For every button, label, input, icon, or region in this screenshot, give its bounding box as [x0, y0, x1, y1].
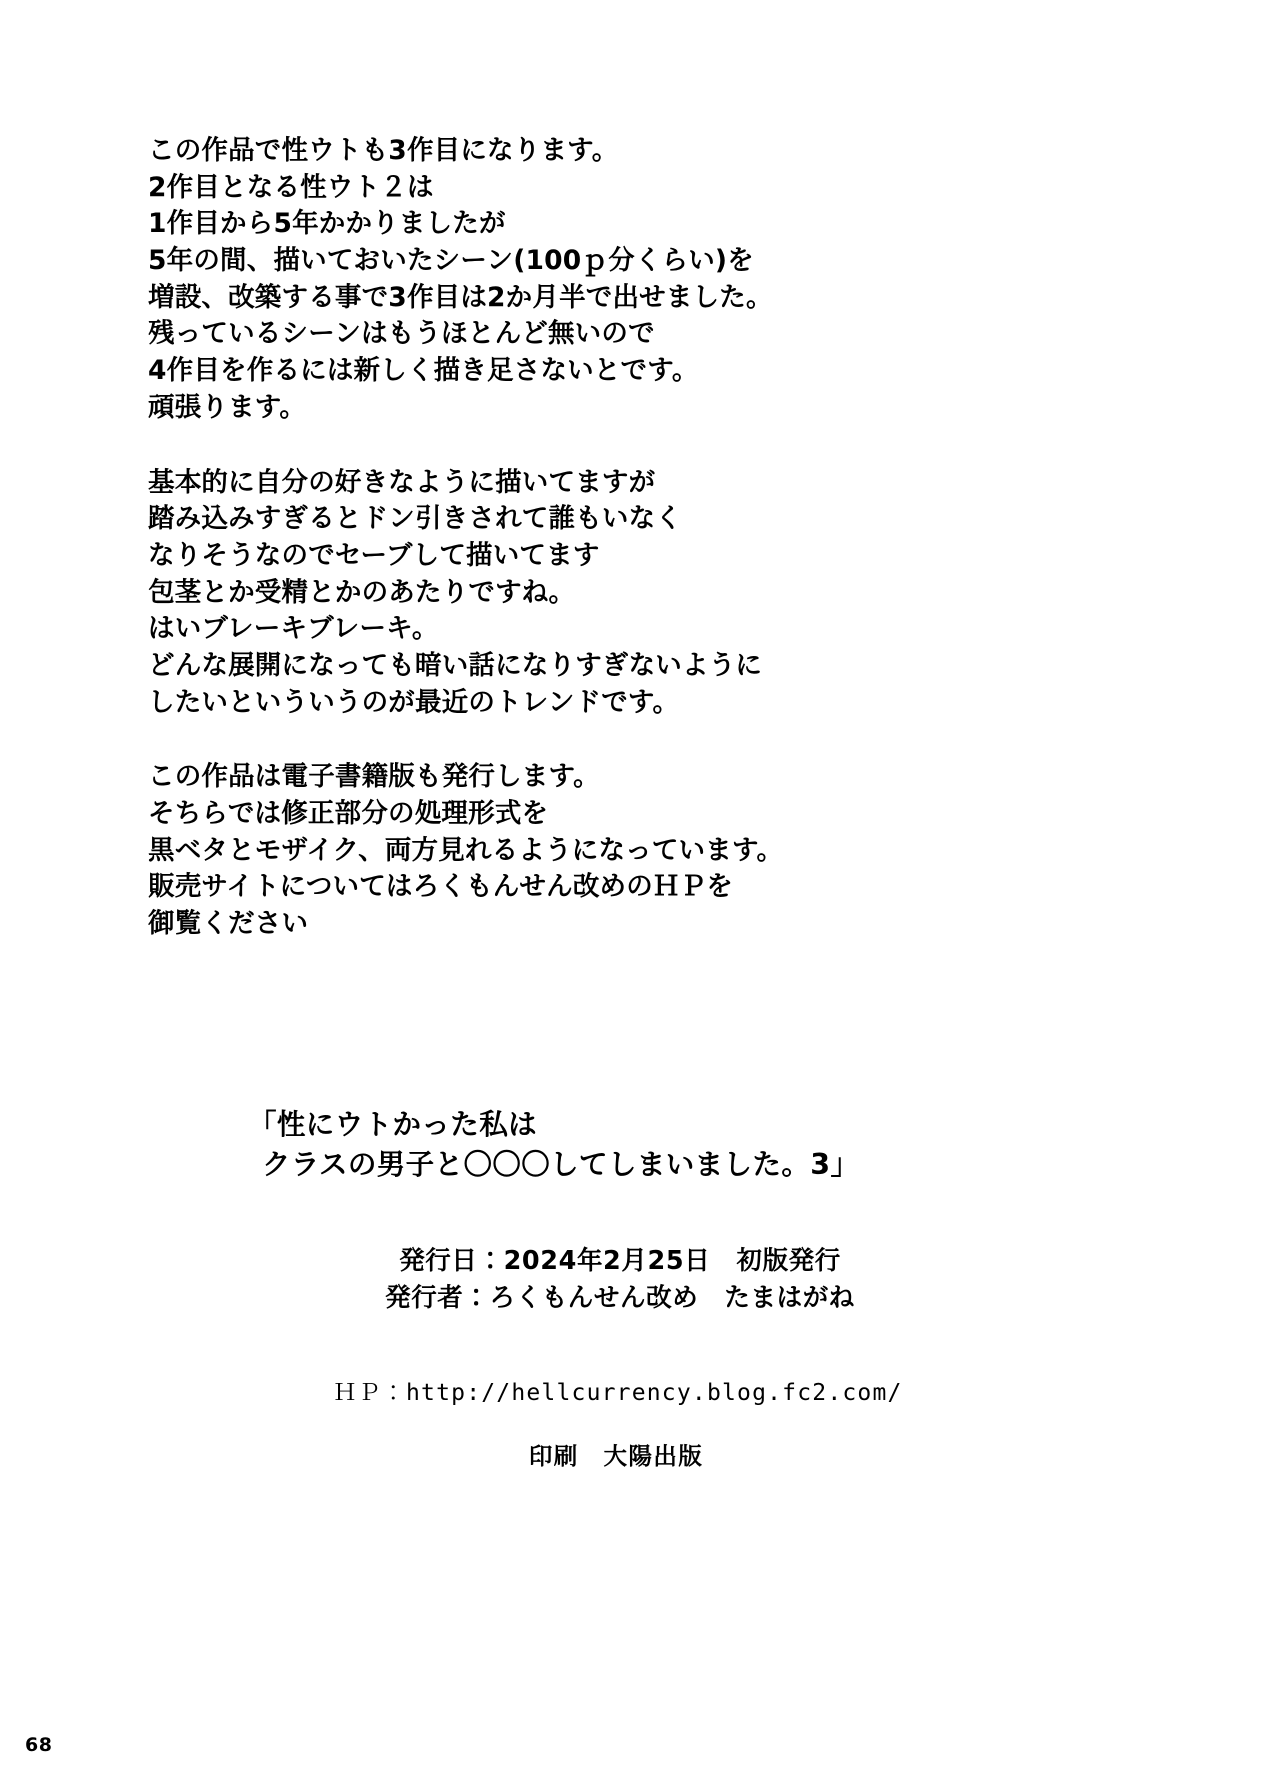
publication-info — [0, 1243, 1280, 1316]
work-title-line-1: 「性にウトかった私は — [248, 1108, 538, 1141]
afterword-line: 販売サイトについてはろくもんせん改めのＨＰを — [148, 871, 734, 903]
afterword-line: 4作目を作るには新しく描き足さないとです。 — [148, 355, 699, 387]
afterword-line: 残っているシーンはもうほとんど無いので — [148, 318, 655, 350]
page-number: 68 — [25, 1734, 53, 1756]
afterword-line: この作品は電子書籍版も発行します。 — [148, 761, 600, 793]
work-title — [248, 1105, 1068, 1185]
afterword-line: 黒ベタとモザイク、両方見れるようになっています。 — [148, 834, 784, 866]
afterword-paragraph-1 — [148, 133, 1048, 427]
afterword-paragraph-2 — [148, 465, 1048, 722]
afterword-line: 増設、改築する事で3作目は2か月半で出せました。 — [148, 281, 773, 313]
afterword-line: 基本的に自分の好きなように描いてますが — [148, 466, 656, 498]
publisher-name: 発行者：ろくもんせん改め たまはがね — [385, 1282, 855, 1313]
colophon-section — [0, 1105, 1280, 1471]
afterword-line: したいといういうのが最近のトレンドです。 — [148, 686, 680, 718]
afterword-line: そちらでは修正部分の処理形式を — [148, 798, 549, 829]
afterword-line: 包茎とか受精とかのあたりですね。 — [148, 576, 576, 608]
work-title-line-2: クラスの男子と〇〇〇してしまいました。3」 — [262, 1147, 860, 1181]
afterword-line: 1作目から5年かかりましたが — [148, 208, 506, 240]
afterword-line: 2作目となる性ウト２は — [148, 171, 434, 203]
printer-name: 印刷 大陽出版 — [528, 1442, 704, 1471]
afterword-line: 御覧ください — [148, 908, 309, 940]
afterword-line: はいブレーキブレーキ。 — [148, 613, 439, 645]
afterword-line: なりそうなのでセーブして描いてます — [148, 539, 600, 571]
homepage-url[interactable]: ＨＰ：http://hellcurrency.blog.fc2.com/ — [333, 1380, 903, 1407]
afterword-line: 頑張ります。 — [148, 391, 307, 423]
afterword-line: この作品で性ウトも3作目になります。 — [148, 135, 619, 166]
afterword-paragraph-3 — [148, 759, 1048, 942]
afterword-line: どんな展開になっても暗い話になりすぎないように — [148, 649, 763, 681]
afterword-section — [148, 133, 1048, 943]
afterword-line: 5年の間、描いておいたシーン(100ｐ分くらい)を — [148, 245, 754, 277]
afterword-line: 踏み込みすぎるとドン引きされて誰もいなく — [148, 503, 682, 535]
publish-date: 発行日：2024年2月25日 初版発行 — [399, 1245, 841, 1276]
